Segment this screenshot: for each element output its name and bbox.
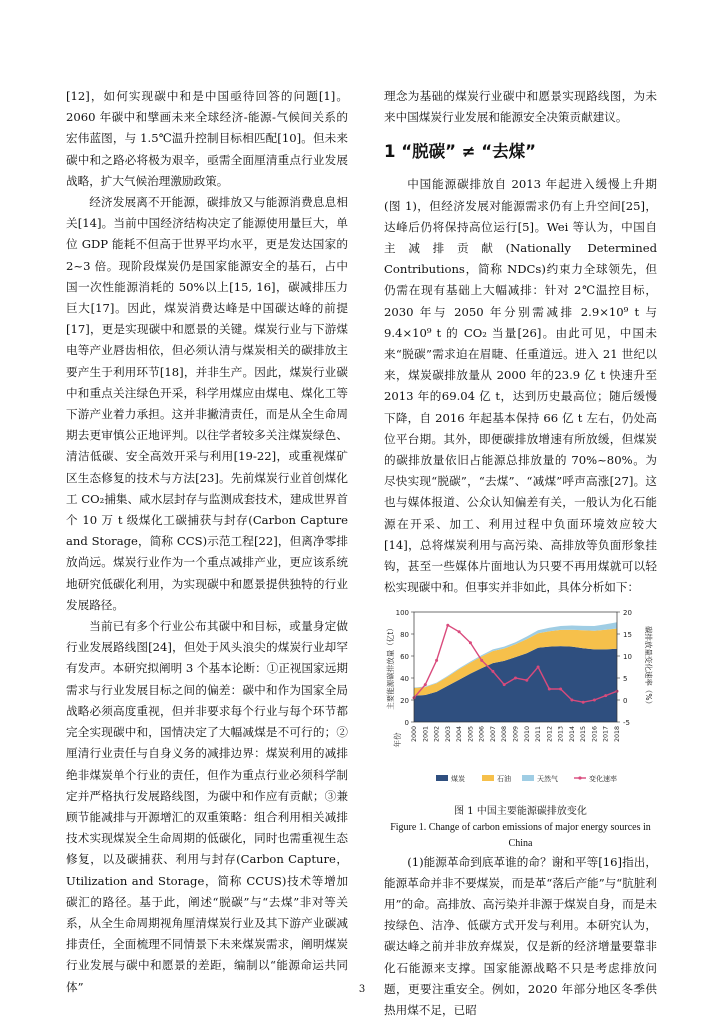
legend-label: 石油 bbox=[497, 775, 511, 784]
x-tick-label: 2004 bbox=[456, 726, 464, 743]
x-tick-label: 2018 bbox=[614, 726, 621, 743]
rate-point bbox=[491, 670, 494, 673]
legend-swatch bbox=[482, 775, 494, 781]
rate-point bbox=[548, 688, 551, 691]
paragraph: (1)能源革命到底革谁的命？谢和平等[16]指出，能源革命并非不要煤炭，而是革“落后产能”与“肮脏利用”的命。高排放、高污染并非源于煤炭自身，而是未按绿色、洁净、低碳方式开发与利用。本研究认为，碳达峰之前并非放弃煤炭，仅是新的经济增量要靠非化石能源来支撑。国家能源战略不只是考虑排放问题，更要注重安全。例如，2020 年部分地区冬季供热用煤不足，已昭 bbox=[384, 854, 657, 1018]
paragraph: 经济发展离不开能源，碳排放又与能源消费息息相关[14]。当前中国经济结构决定了能源使用量巨大，单位 GDP 能耗不但高于世界平均水平，更是发达国家的 2~3 倍。现阶段煤炭仍是国家能源安全的基石，占中国一次性能源消耗的 50%以上[15, 16]，碳减排压力巨大[17]。因此，煤炭消费达峰是中国碳达峰的前提[17]，更是实现碳中和愿景的关键。煤炭行业与下游煤电等产业唇齿相依，但必须认清与煤炭相关的碳排放主要产生于利用环节[18]，并非生产。因此，煤炭行业碳中和重点关注绿色开采，科学用煤应由煤电、煤化工等下游产业着力承担。这并非撇清责任，而是从全生命周期去更审慎公正地评判。以往学者较多关注煤炭绿色、清洁低碳、安全高效开采与利用[19-22]，或重视煤矿区生态修复的技术与方法[23]。先前煤炭行业首创煤化工 CO₂捕集、咸水层封存与监测成套技术，建成世界首个 10 万 t 级煤化工碳捕获与封存(Carbon Capture and Storage，简称 CCS)示范工程[22]，但离净零排放尚远。煤炭行业作为一个重点减排产业，更应该系统地研究低碳化利用，为实现碳中和愿景提供独特的行业发展路径。 bbox=[66, 195, 348, 612]
x-tick-label: 2010 bbox=[523, 726, 531, 743]
y-right-axis-title: 碳排放量变化速率（%） bbox=[644, 626, 653, 709]
x-tick-label: 2007 bbox=[489, 726, 497, 743]
rate-point bbox=[604, 695, 607, 698]
paragraph: 中国能源碳排放自 2013 年起进入缓慢上升期(图 1)，但经济发展对能源需求仍有上升空间[25]，达峰后仍将保持高位运行[5]。Wei 等认为，中国自主减排贡献(Nationally Determined Contributions，简称 NDCs)约束力全球领先，但仍需在现有基础上大幅减排：针对 2℃温控目标，2030 年与 2050 年分别需减排 2.9×10⁹ t 与 9.4×10⁹ t 的 CO₂ 当量[26]。由此可见，中国未来“脱碳”需求迫在眉睫、任重道远。进入 21 世纪以来，煤炭碳排放量从 2000 年的23.9 亿 t 快速升至2013 年的69.04 亿 t，达到历史最高位；随后缓慢下降，自 2016 年起基本保持 66 亿 t 左右，仍处高位平台期。其外，即便碳排放增速有所放缓，但煤炭的碳排放量依旧占能源总排放量的 70%~80%。为尽快实现“脱碳”，“去煤”、“减煤”呼声高涨[27]。这也与媒体报道、公众认知偏差有关，一般认为化石能源在开采、加工、利用过程中负面环境效应较大[14]，总将煤炭利用与高污染、高排放等负面形象挂钩，甚至一些媒体片面地认为只要不再用煤就可以轻松实现碳中和。但事实并非如此，具体分析如下： bbox=[384, 177, 657, 595]
x-tick-label: 2001 bbox=[422, 726, 430, 743]
rate-point bbox=[469, 642, 472, 645]
rate-point bbox=[503, 684, 506, 687]
rate-point bbox=[582, 701, 585, 704]
rate-point bbox=[480, 659, 483, 662]
x-tick-label: 2015 bbox=[580, 726, 588, 743]
rate-point bbox=[525, 679, 528, 682]
y-left-tick-label: 80 bbox=[400, 631, 409, 640]
legend-label: 煤炭 bbox=[451, 775, 465, 784]
right-column bbox=[384, 86, 657, 1021]
section-heading: 1 “脱碳” ≠ “去煤” bbox=[384, 142, 536, 162]
x-tick-label: 2009 bbox=[512, 726, 520, 743]
x-tick-label: 2017 bbox=[602, 726, 610, 743]
figure-caption-cn: 图 1 中国主要能源碳排放变化 bbox=[454, 805, 587, 817]
x-tick-label: 2012 bbox=[546, 726, 554, 743]
legend-swatch bbox=[522, 775, 534, 781]
y-left-axis-title: 主要能源碳排放量（亿t） bbox=[386, 624, 395, 711]
paragraph: 当前已有多个行业公布其碳中和目标，或量身定做行业发展路线图[24]，但处于风头浪尖的煤炭行业却罕有发声。本研究拟阐明 3 个基本论断：①正视国家远期需求与行业发展目标之间的偏差：碳中和作为国家全局战略必须高度重视，但并非要求每个行业与每个环节都完全实现碳中和，国情决定了大幅减煤是不可行的；②厘清行业责任与自身义务的减排边界：煤炭利用的减排绝非煤炭单个行业的责任，但作为重点行业必须科学制定并严格执行发展路线图，为碳中和作应有贡献；③兼顾节能减排与开源增汇的双重策略：组合利用相关减排技术实现煤炭全生命周期的低碳化，同时也需重视生态修复，以及碳捕获、利用与封存(Carbon Capture，Utilization and Storage，简称 CCUS)技术等增加碳汇的路径。基于此，阐述“脱碳”与“去煤”非对等关系，从全生命周期视角厘清煤炭行业及其下游产业碳减排责任，全面梳理不同情景下未来煤炭需求，阐明煤炭行业发展与碳中和愿景的差距，编制以“能源命运共同体” bbox=[66, 619, 348, 994]
x-tick-label: 2008 bbox=[501, 726, 509, 743]
paragraph: [12]，如何实现碳中和是中国亟待回答的问题[1]。2060 年碳中和擘画未来全球经济-能源-气候间关系的宏伟蓝图，与 1.5℃温升控制目标相匹配[10]。但未来碳中和之路必将极为艰辛，亟需全面厘清重点行业发展战略，扩大气候治理激励政策。 bbox=[66, 89, 348, 188]
y-right-tick-label: 15 bbox=[623, 631, 632, 640]
x-axis-title: 年份 bbox=[393, 732, 402, 748]
rate-point bbox=[458, 631, 461, 634]
x-tick-label: 2003 bbox=[444, 726, 452, 743]
rate-point bbox=[514, 677, 517, 680]
x-tick-label: 2005 bbox=[467, 726, 475, 743]
rate-point bbox=[537, 666, 540, 669]
paragraph: 理念为基础的煤炭行业碳中和愿景实现路线图，为未来中国煤炭行业发展和能源安全决策贡献建议。 bbox=[384, 89, 657, 125]
y-right-tick-label: 0 bbox=[623, 697, 628, 706]
legend-label: 变化速率 bbox=[589, 775, 617, 784]
page-number: 3 bbox=[358, 984, 366, 995]
x-tick-label: 2011 bbox=[535, 726, 543, 743]
y-left-tick-label: 40 bbox=[400, 675, 409, 684]
rate-point bbox=[424, 684, 427, 687]
rate-point bbox=[593, 699, 596, 702]
figure bbox=[384, 604, 657, 851]
y-left-tick-label: 100 bbox=[395, 609, 409, 618]
legend-marker bbox=[578, 777, 581, 780]
rate-point bbox=[446, 624, 449, 627]
legend-label: 天然气 bbox=[537, 775, 558, 784]
y-right-tick-label: 10 bbox=[623, 653, 632, 662]
emissions-chart bbox=[384, 604, 657, 794]
x-tick-label: 2002 bbox=[433, 726, 441, 743]
y-right-tick-label: 5 bbox=[623, 675, 628, 684]
rate-point bbox=[559, 688, 562, 691]
x-tick-label: 2000 bbox=[411, 726, 418, 743]
y-left-tick-label: 20 bbox=[400, 697, 409, 706]
x-tick-label: 2006 bbox=[478, 726, 486, 743]
x-tick-label: 2016 bbox=[591, 726, 599, 743]
y-left-tick-label: 60 bbox=[400, 653, 409, 662]
x-tick-label: 2013 bbox=[557, 726, 565, 743]
y-right-tick-label: 20 bbox=[623, 609, 632, 618]
rate-point bbox=[435, 659, 438, 662]
left-column bbox=[66, 86, 348, 998]
figure-caption-en: Figure 1. Change of carbon emissions of major energy sources in China bbox=[390, 821, 651, 849]
y-left-tick-label: 0 bbox=[404, 719, 409, 728]
y-right-tick-label: -5 bbox=[623, 719, 630, 728]
legend-swatch bbox=[436, 775, 448, 781]
x-tick-label: 2014 bbox=[568, 726, 576, 743]
rate-point bbox=[570, 699, 573, 702]
